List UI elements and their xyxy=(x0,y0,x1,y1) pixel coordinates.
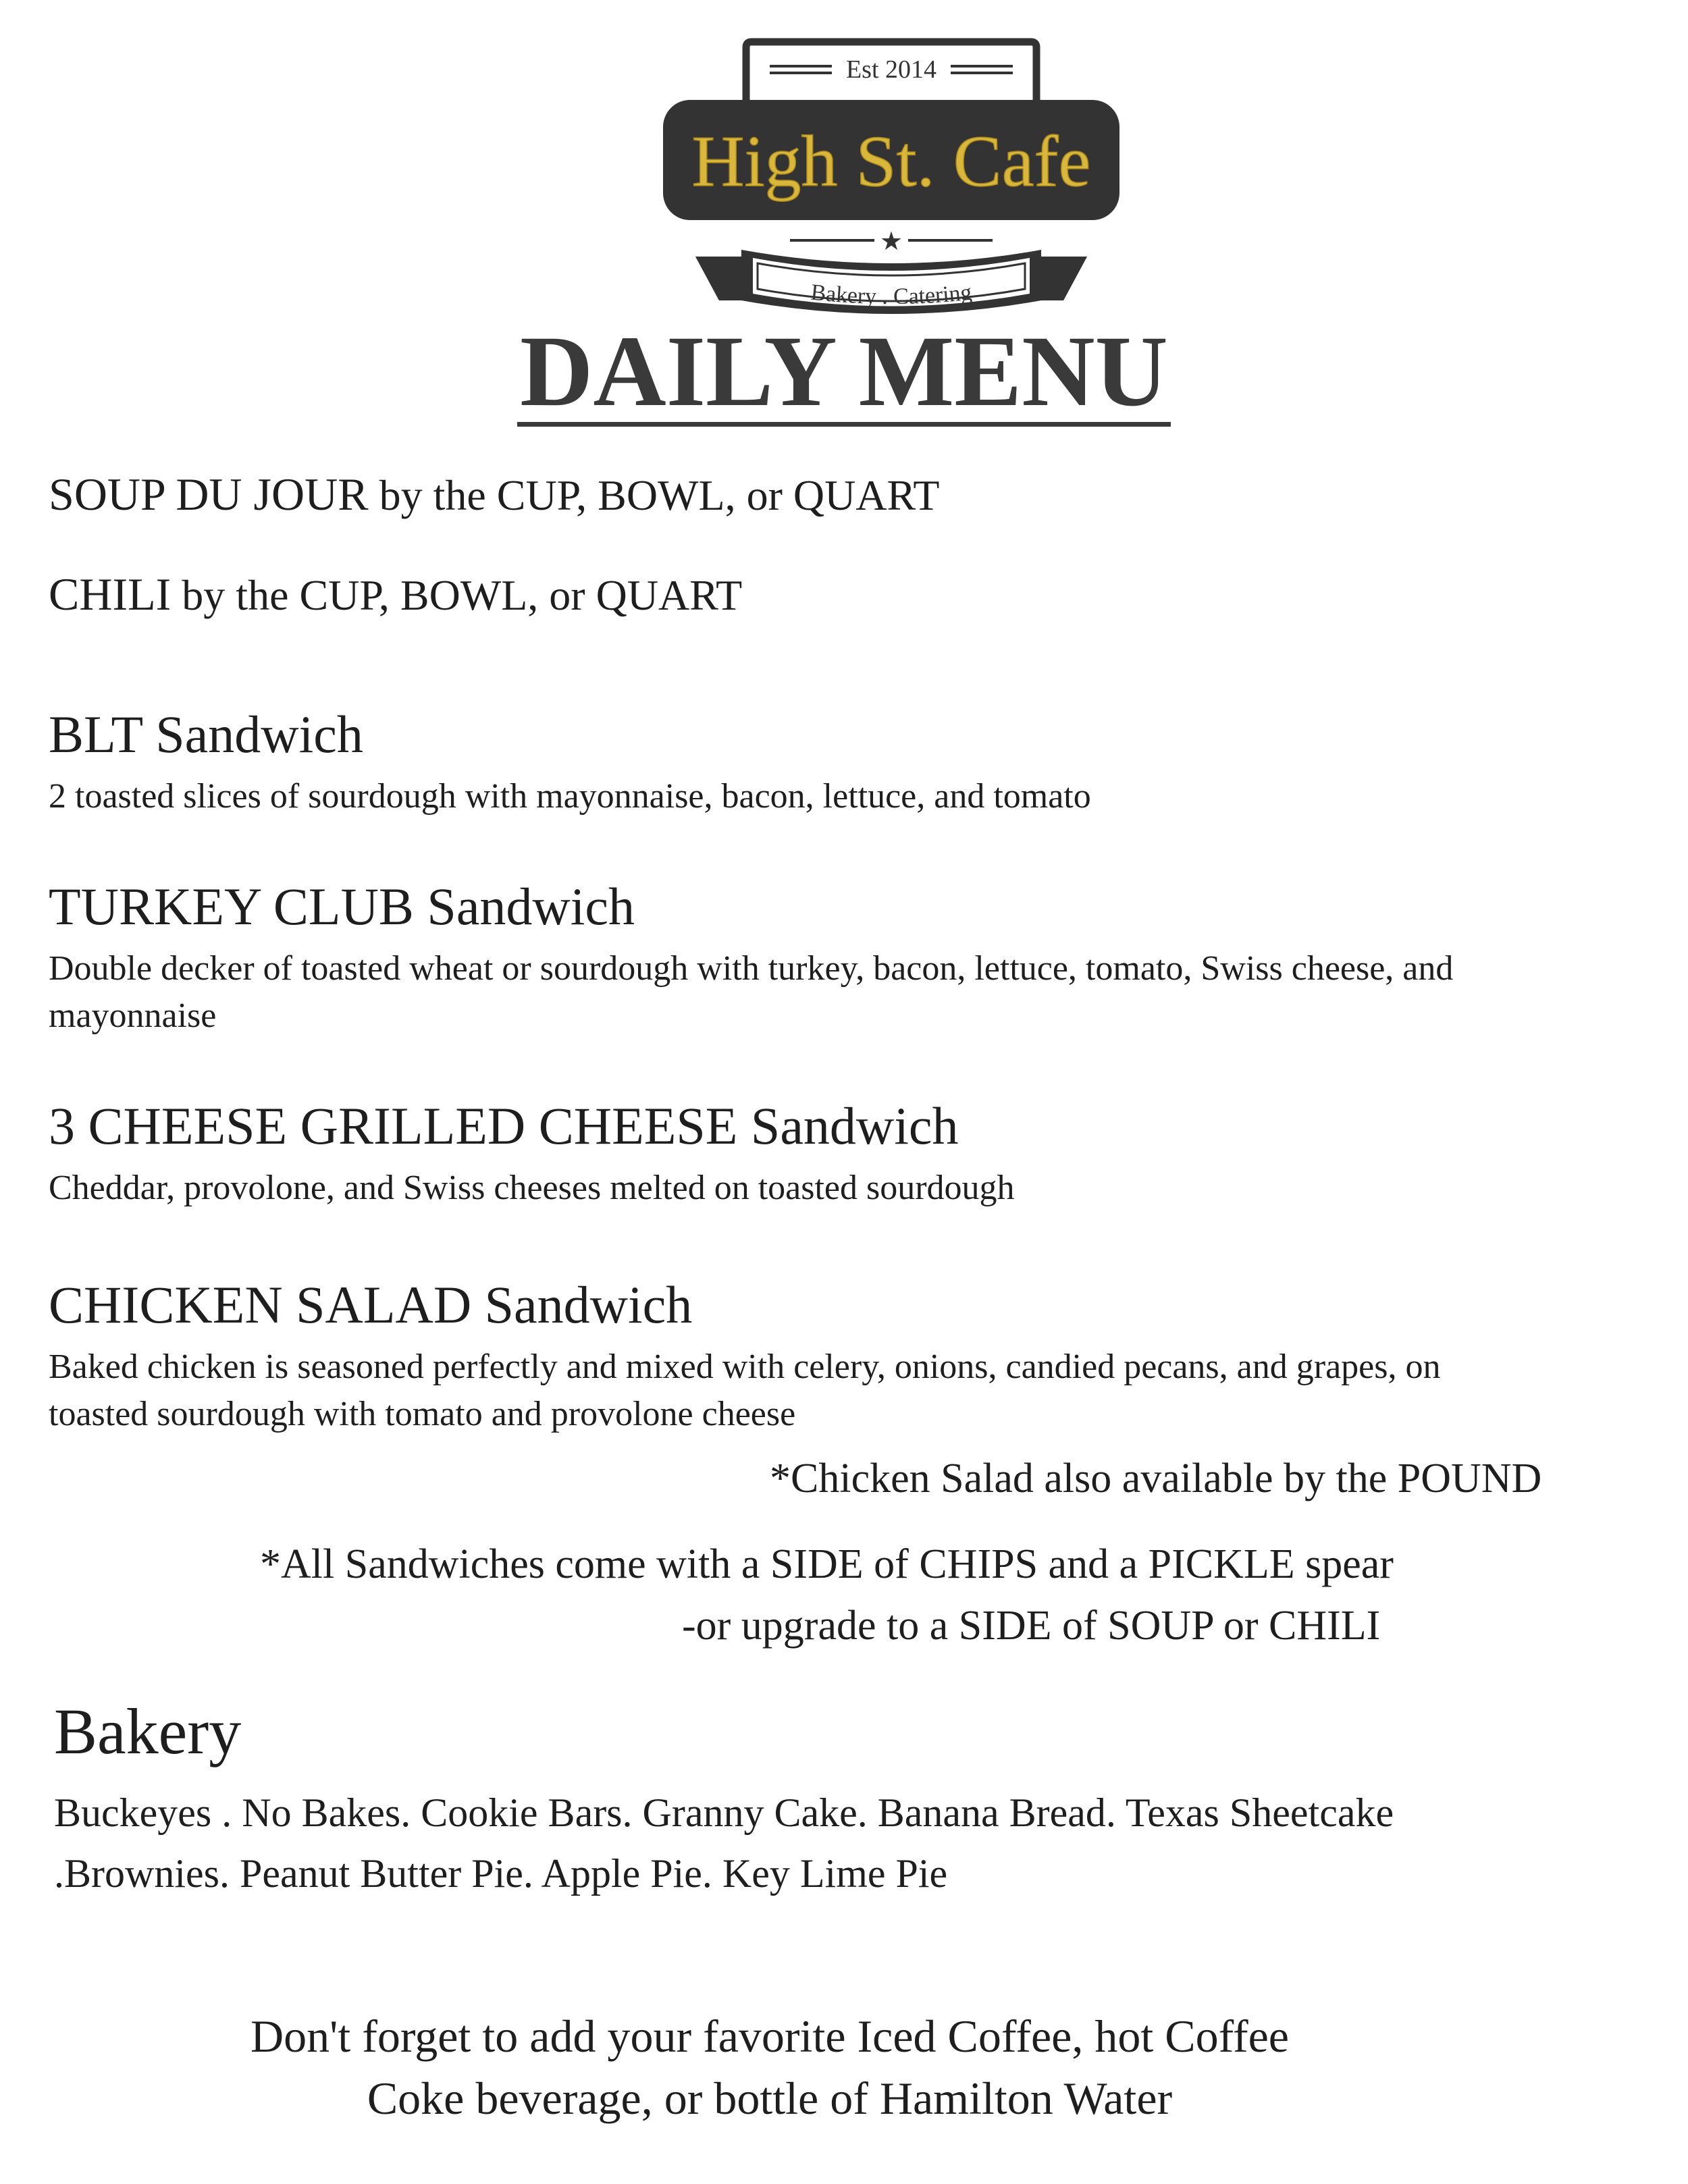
chili-name: CHILI xyxy=(49,568,172,620)
page-title: DAILY MENU xyxy=(0,314,1688,429)
blt-description: 2 toasted slices of sourdough with mayonnaise, bacon, lettuce, and tomato xyxy=(49,777,1091,816)
chili-detail: by the CUP, BOWL, or QUART xyxy=(182,571,743,619)
upgrade-note: -or upgrade to a SIDE of SOUP or CHILI xyxy=(682,1603,1381,1649)
turkey-club-description-1: Double decker of toasted wheat or sourdough with turkey, bacon, lettuce, tomato, Swiss cheese, and xyxy=(49,949,1454,988)
blt-title: BLT Sandwich xyxy=(49,705,363,764)
sides-note: *All Sandwiches come with a SIDE of CHIPS and a PICKLE spear xyxy=(260,1541,1394,1587)
bakery-list-line-2: .Brownies. Peanut Butter Pie. Apple Pie. Key Lime Pie xyxy=(54,1851,948,1896)
logo-name: High St. Cafe xyxy=(691,122,1091,202)
logo-established: Est 2014 xyxy=(845,55,937,84)
bakery-heading: Bakery xyxy=(54,1695,242,1767)
chicken-salad-description-2: toasted sourdough with tomato and provolone cheese xyxy=(49,1395,796,1433)
closing-line-2: Coke beverage, or bottle of Hamilton Water xyxy=(367,2073,1173,2124)
closing-line-1: Don't forget to add your favorite Iced Coffee, hot Coffee xyxy=(250,2010,1289,2062)
soup-name: SOUP DU JOUR xyxy=(49,469,369,520)
soup-du-jour-line xyxy=(49,467,939,523)
soup-detail: by the CUP, BOWL, or QUART xyxy=(379,471,940,519)
chili-line xyxy=(49,567,742,622)
chicken-salad-note: *Chicken Salad also available by the POUND xyxy=(770,1456,1542,1501)
chicken-salad-description-1: Baked chicken is seasoned perfectly and mixed with celery, onions, candied pecans, and grapes, on xyxy=(49,1348,1441,1386)
bakery-list-line-1: Buckeyes . No Bakes. Cookie Bars. Granny Cake. Banana Bread. Texas Sheetcake xyxy=(54,1790,1394,1835)
turkey-club-title: TURKEY CLUB Sandwich xyxy=(49,877,635,936)
grilled-cheese-description: Cheddar, provolone, and Swiss cheeses melted on toasted sourdough xyxy=(49,1169,1015,1207)
cafe-logo xyxy=(655,27,1128,317)
grilled-cheese-title: 3 CHEESE GRILLED CHEESE Sandwich xyxy=(49,1096,959,1155)
logo-tagline: Bakery . Catering xyxy=(810,279,973,310)
turkey-club-description-2: mayonnaise xyxy=(49,996,217,1035)
chicken-salad-title: CHICKEN SALAD Sandwich xyxy=(49,1275,693,1334)
star-icon: ★ xyxy=(879,226,903,256)
